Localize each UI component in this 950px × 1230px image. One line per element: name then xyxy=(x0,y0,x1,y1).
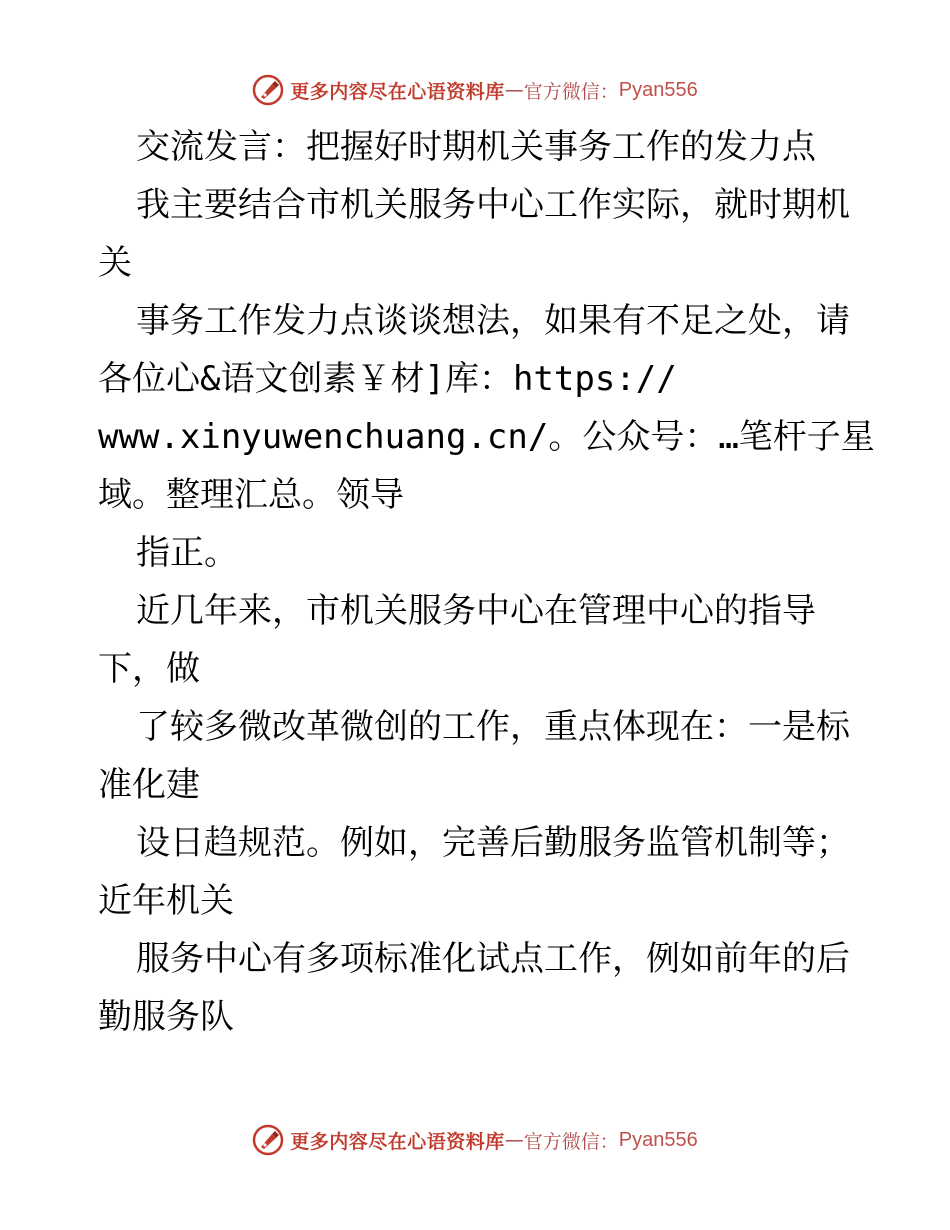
footer-banner xyxy=(0,1120,950,1160)
paragraph-line: 准化建 xyxy=(98,765,200,805)
banner-wechat-label: 官方微信： xyxy=(523,1130,619,1153)
banner-dash: — xyxy=(504,79,524,101)
paragraph-line: 设日趋规范。例如，完善后勤服务监管机制等； xyxy=(136,823,850,863)
paragraph-line: www.xinyuwenchuang.cn/。公众号：…笔杆子星 xyxy=(98,417,875,457)
paragraph-line: 近几年来，市机关服务中心在管理中心的指导 xyxy=(136,591,816,631)
paragraph-line: 事务工作发力点谈谈想法，如果有不足之处，请 xyxy=(136,301,850,341)
paragraph-line: 各位心&语文创素￥材]库：https:// xyxy=(98,359,677,399)
banner-wechat-id: Pyan556 xyxy=(618,1128,698,1151)
paragraph-line: 服务中心有多项标准化试点工作，例如前年的后 xyxy=(136,939,850,979)
header-banner xyxy=(0,70,950,110)
paragraph-line: 指正。 xyxy=(136,533,238,573)
banner-wechat-id: Pyan556 xyxy=(618,78,698,101)
banner-text: 更多内容尽在心语资料库 xyxy=(290,1130,505,1153)
paragraph-line: 近年机关 xyxy=(98,881,234,921)
pen-nib-logo-icon xyxy=(252,1124,284,1156)
paragraph-line: 了较多微改革微创的工作，重点体现在：一是标 xyxy=(136,707,850,747)
paragraph-line: 下，做 xyxy=(98,649,200,689)
banner-text: 更多内容尽在心语资料库 xyxy=(290,80,505,103)
banner-wechat-label: 官方微信： xyxy=(523,80,619,103)
banner-dash: — xyxy=(504,1129,524,1151)
paragraph-line: 勤服务队 xyxy=(98,997,234,1037)
paragraph-line: 我主要结合市机关服务中心工作实际，就时期机 xyxy=(136,185,850,225)
pen-nib-logo-icon xyxy=(252,74,284,106)
title-line: 交流发言：把握好时期机关事务工作的发力点 xyxy=(136,127,816,167)
document-body xyxy=(98,118,875,1046)
paragraph-line: 关 xyxy=(98,243,132,283)
paragraph-line: 域。整理汇总。领导 xyxy=(98,475,404,515)
